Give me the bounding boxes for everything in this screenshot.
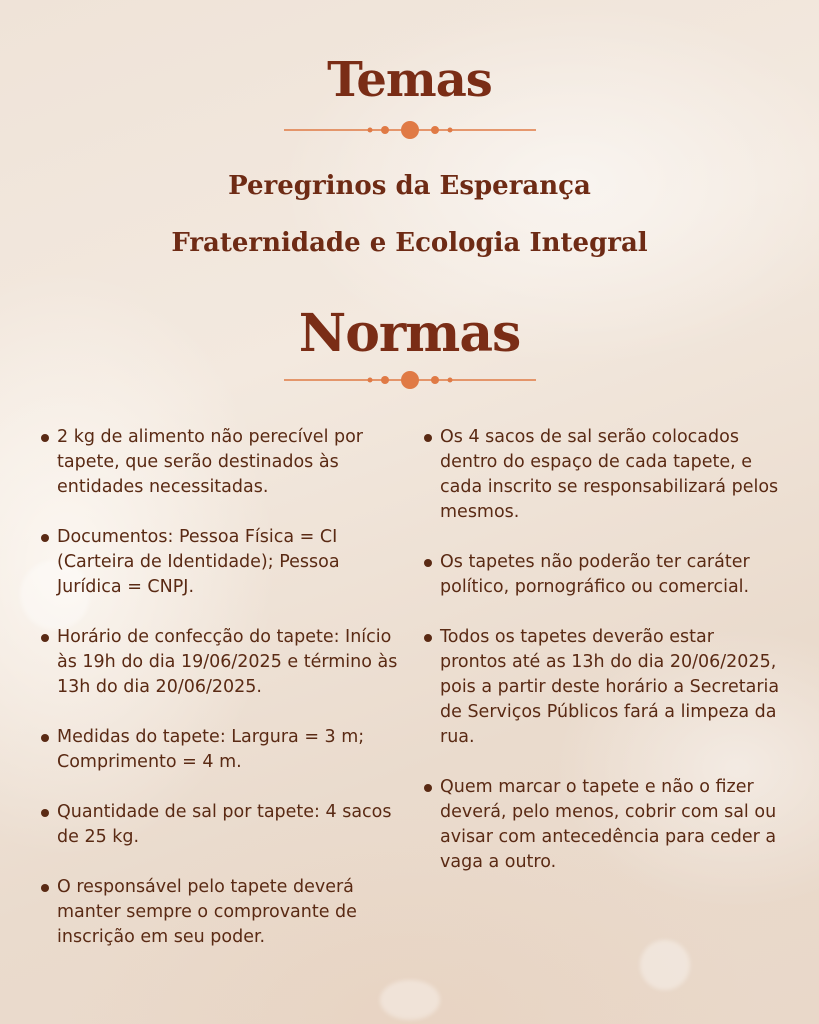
list-item <box>38 875 398 950</box>
rule-text: Os 4 sacos de sal serão colocados dentro do espaço de cada tapete, e cada inscrito se responsabilizará pelos mesmos. <box>440 427 779 522</box>
bullet-icon <box>424 784 432 792</box>
rules-heading: Normas <box>298 303 521 364</box>
rules-list-right <box>421 425 781 900</box>
theme-item-2: Fraternidade e Ecologia Integral <box>171 228 648 258</box>
rule-text: Medidas do tapete: Largura = 3 m; Comprimento = 4 m. <box>57 727 365 772</box>
bokeh-light <box>640 940 690 990</box>
rule-text: Quantidade de sal por tapete: 4 sacos de 25 kg. <box>57 802 392 847</box>
bullet-icon <box>41 809 49 817</box>
theme-item-1: Peregrinos da Esperança <box>228 171 591 201</box>
list-item <box>421 550 781 600</box>
rule-text: Os tapetes não poderão ter caráter político, pornográfico ou comercial. <box>440 552 750 597</box>
rule-text: 2 kg de alimento não perecível por tapete, que serão destinados às entidades necessitadas. <box>57 427 364 497</box>
rule-text: Documentos: Pessoa Física = CI (Carteira de Identidade); Pessoa Jurídica = CNPJ. <box>57 527 340 597</box>
list-item <box>38 525 398 600</box>
rule-text: O responsável pelo tapete deverá manter sempre o comprovante de inscrição em seu poder. <box>57 877 357 947</box>
bullet-icon <box>424 634 432 642</box>
list-item <box>38 725 398 775</box>
bokeh-light <box>380 980 440 1020</box>
bullet-icon <box>424 559 432 567</box>
ornament-divider <box>284 120 536 140</box>
list-item <box>421 775 781 875</box>
rule-text: Horário de confecção do tapete: Início às 19h do dia 19/06/2025 e término às 13h do dia 20/06/2025. <box>57 627 398 697</box>
list-item <box>421 625 781 750</box>
ornament-divider <box>284 370 536 390</box>
list-item <box>38 625 398 700</box>
bullet-icon <box>41 634 49 642</box>
themes-heading: Temas <box>327 52 492 108</box>
rule-text: Todos os tapetes deverão estar prontos até as 13h do dia 20/06/2025, pois a partir deste horário a Secretaria de Serviços Públicos fará a limpeza da rua. <box>440 627 780 747</box>
bullet-icon <box>41 884 49 892</box>
list-item <box>38 425 398 500</box>
bullet-icon <box>41 534 49 542</box>
list-item <box>38 800 398 850</box>
bullet-icon <box>424 434 432 442</box>
list-item <box>421 425 781 525</box>
rules-list-left <box>38 425 398 975</box>
bullet-icon <box>41 734 49 742</box>
bullet-icon <box>41 434 49 442</box>
rule-text: Quem marcar o tapete e não o fizer deverá, pelo menos, cobrir com sal ou avisar com antecedência para ceder a vaga a outro. <box>440 777 777 872</box>
